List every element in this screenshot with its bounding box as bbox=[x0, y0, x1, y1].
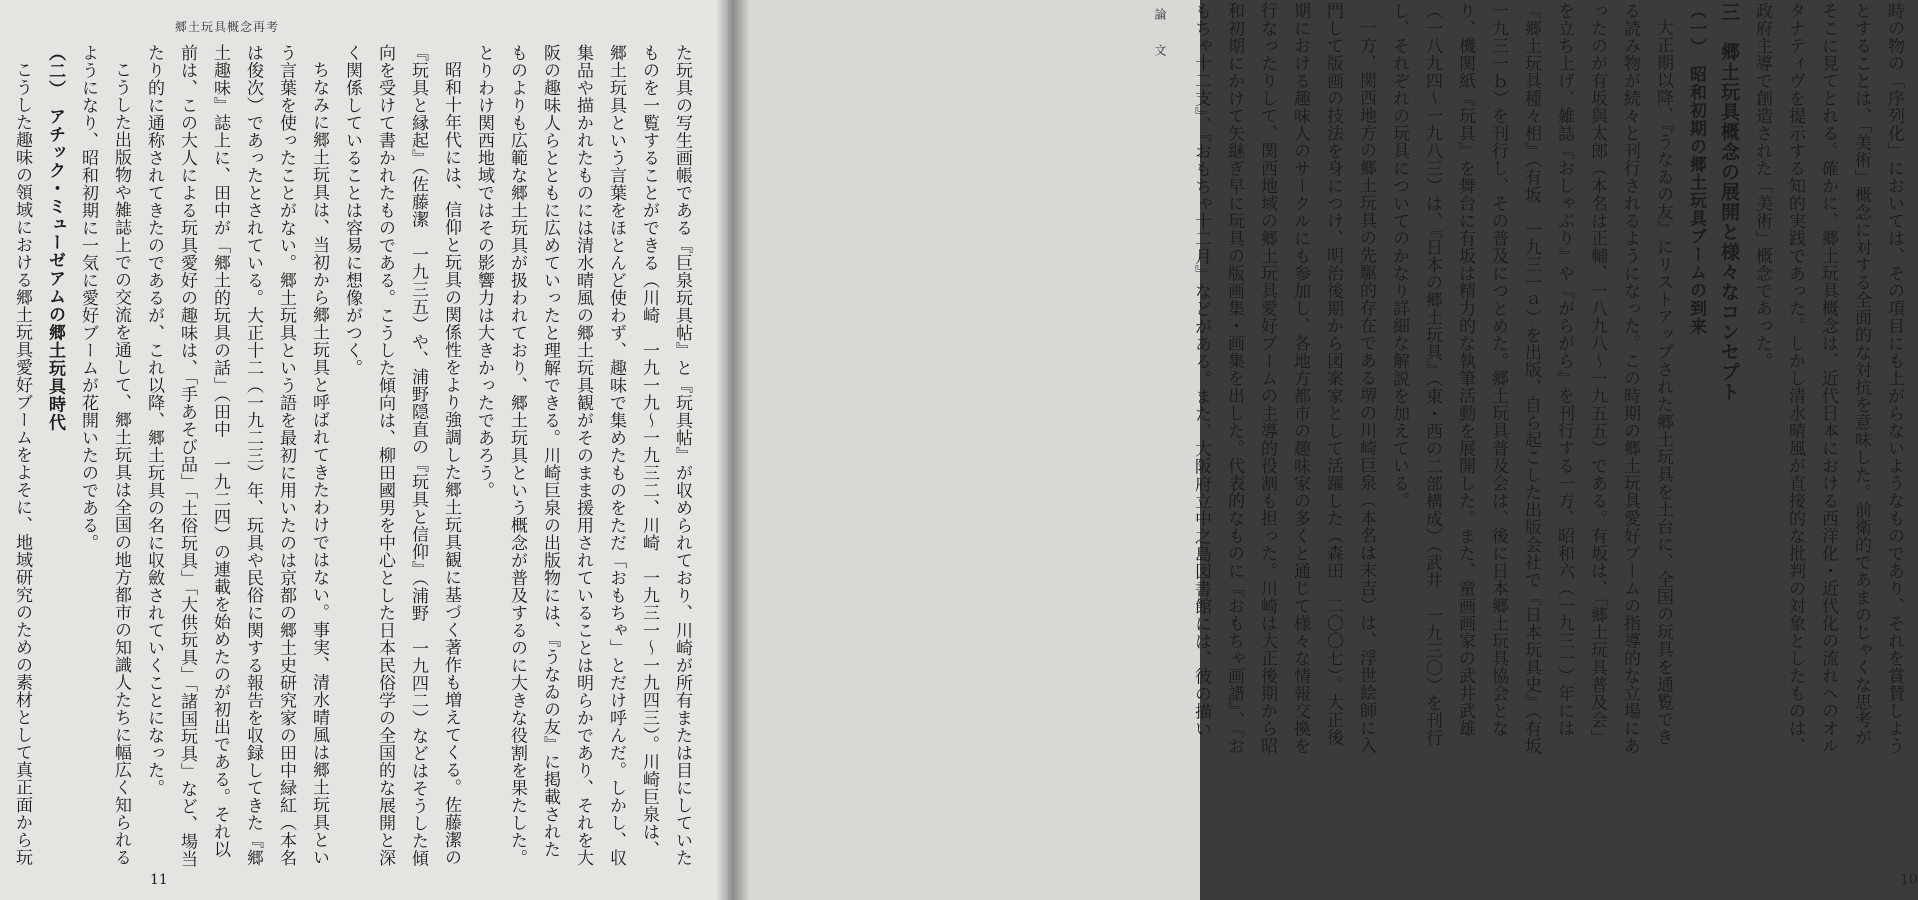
paragraph: た玩具の写生画帳である『巨泉玩具帖』と『玩具帖』が収められており、川崎が所有または目にしていたものを一覧することができる（川崎 一九一九〜一九三二、川崎 一九三一〜一九四三）。川崎巨泉は、郷土玩具という言葉をほとんど使わず、趣味で集めたものをただ「おもちゃ」とだけ呼んだ。しかし、収集品や描かれたものには清水晴風の郷土玩具観がそのまま援用されていることは明らかであり、それを大阪の趣味人らとともに広めていったと理解できる。川崎巨泉の出版物には、『うなゐの友』に掲載されたものよりも広範な郷土玩具が扱われており、郷土玩具という概念が普及するのに大きな役割を果たした。とりわけ関西地域ではその影響力は大きかったであろう。 bbox=[474, 44, 692, 867]
section-heading: （二） アチック・ミューゼアムの郷土玩具時代 bbox=[45, 44, 65, 432]
paragraph: こうした趣味の領域における郷土玩具愛好ブームをよそに、地域研究のための素材として真正面から玩 bbox=[12, 61, 32, 866]
running-head: 論 文 bbox=[1153, 8, 1167, 62]
chapter-heading: 三 郷土玩具概念の展開と様々なコンセプト bbox=[1718, 2, 1740, 402]
page-number: 10 bbox=[1900, 872, 1918, 888]
paragraph: こうした出版物や雑誌上での交流を通して、郷土玩具は全国の地方都市の知識人たちに幅広く知られるようになり、昭和初期に一気に愛好ブームが花開いたのである。 bbox=[78, 44, 131, 866]
paragraph: ちなみに郷土玩具は、当初から郷土玩具と呼ばれてきたわけではない。事実、清水晴風は郷土玩具という言葉を使ったことがない。郷土玩具という語を最初に用いたのは京都の郷土史研究家の田中緑紅（本名は俊次）であったとされている。大正十二（一九二三）年、玩具や民俗に関する報告を収録してきた『郷土趣味』誌上に、田中が「郷土的玩具の話」（田中 一九二四）の連載を始めたのが初出である。それ以前は、この大人による玩具愛好の趣味は、「手あそび品」「土俗玩具」「大供玩具」「諸国玩具」など、場当たり的に通称されてきたのであるが、これ以降、郷土玩具の名に収斂されていくことになった。 bbox=[144, 44, 329, 868]
paragraph: 一方、関西地方の郷土玩具の先駆的存在である堺の川崎巨泉（本名は末吉）は、浮世絵師に入門して版画の技法を身につけ、明治後期から図案家として活躍した（森田 二〇〇七）。大正後期における趣味人のサークルにも参加し、各地方都市の趣味家の多くと通じて様々な情報交換を行なったりして、関西地域の郷土玩具愛好ブームの主導的役割も担った。川崎は大正後期から昭和初期にかけて矢継ぎ早に玩具の版画集・画集を出した。代表的なものに『おもちゃ画譜』、『おもちゃ十二支』、『おもちゃ十二月』などがある。また、大阪府立中之島図書館には、彼の描い bbox=[1191, 2, 1376, 755]
paragraph: 時の物の「序列化」においては、その項目にも上がらないようなものであり、それを賞賛しようとすることは、「美術」概念に対する全面的な対抗を意味した。前衛的であまのじゃくな思考がそこに見てとれる。確かに、郷土玩具概念は、近代日本における西洋化・近代化の流れへのオルタナティヴを提示する知的実践であった。しかし清水晴風が直接的な批判の対象としたものは、政府主導で創造された「美術」概念であった。 bbox=[1752, 2, 1904, 755]
left-text-column bbox=[12, 44, 698, 874]
section-heading: （一） 昭和初期の郷土玩具ブームの到来 bbox=[1686, 2, 1706, 336]
left-page bbox=[0, 0, 728, 900]
page-number: 11 bbox=[150, 872, 168, 888]
book-gutter-shadow bbox=[716, 0, 750, 900]
paragraph: 昭和十年代には、信仰と玩具の関係性をより強調した郷土玩具観に基づく著作も増えてくる。佐藤潔の『玩具と縁起』（佐藤潔 一九三五）や、浦野隠直の『玩具と信仰』（浦野 一九四二）などはそうした傾向を受けて書かれたものである。こうした傾向は、柳田國男を中心とした日本民俗学の全国的な展開と深く関係していることは容易に想像がつく。 bbox=[342, 44, 461, 867]
running-head: 郷土玩具概念再考 bbox=[175, 20, 280, 34]
paragraph: 大正期以降、『うなゐの友』にリストアップされた郷土玩具を土台に、全国の玩具を通覧できる読み物が続々と刊行されるようになった。この時期の郷土玩具愛好ブームの指導的な立場にあったのが有坂與太郎（本名は正輔、一八九八〜一九五五）である。有坂は、「郷土玩具普及会」を立ち上げ、雑誌『おしゃぶり』や『がらがら』を刊行する一方、昭和六（一九三一）年には『郷土玩具種々相』（有坂 一九三一ａ）を出版、自ら起こした出版会社で『日本玩具史』（有坂 一九三一ｂ）を刊行し、その普及につとめた。郷土玩具普及会は、後に日本郷土玩具協会となり、機関紙『玩具』を舞台に有坂は精力的な執筆活動を展開した。また、童画画家の武井武雄（一八九四〜一九八三）は、『日本の郷土玩具』（東・西の二部構成）（武井 一九三〇）を刊行し、それぞれの玩具についてのかなり詳細な解説を加えている。 bbox=[1389, 2, 1673, 773]
right-page bbox=[728, 0, 1918, 900]
right-text-column bbox=[1191, 2, 1910, 773]
